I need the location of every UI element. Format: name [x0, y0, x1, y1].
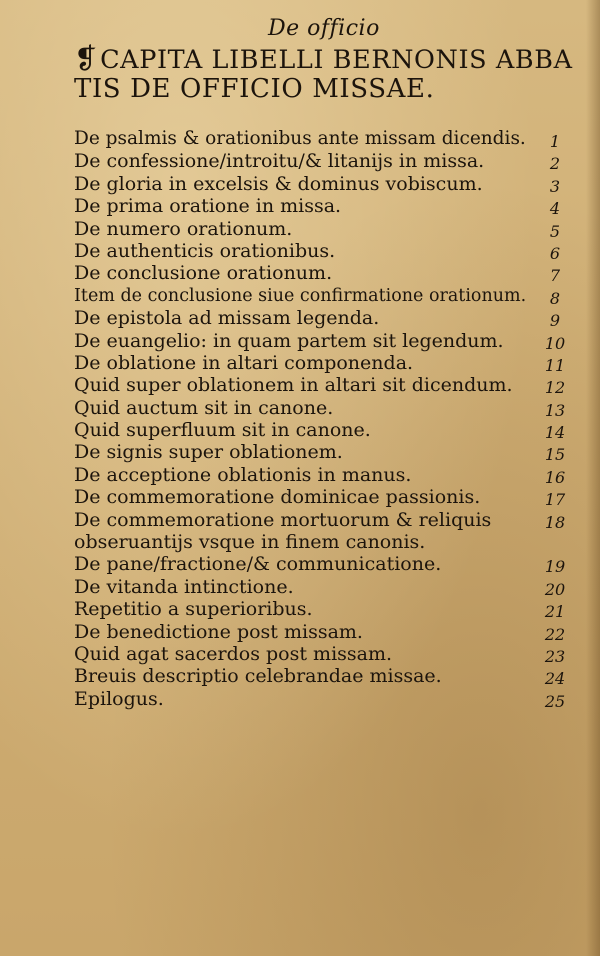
toc-entry-title: Quid agat sacerdos post missam. — [74, 642, 393, 665]
toc-entry-number: 10 — [544, 333, 566, 353]
toc-entry-number: 13 — [544, 400, 566, 420]
toc-entry-number: 20 — [544, 579, 566, 599]
toc-entry-number: 11 — [544, 355, 566, 375]
pilcrow-icon: ❡ — [74, 42, 99, 75]
toc-entry-number: 6 — [549, 243, 561, 263]
toc-entry-number: 1 — [549, 132, 561, 151]
toc-entry-number: 21 — [544, 602, 566, 622]
toc-entry-title: Quid superfluum sit in canone. — [74, 419, 371, 442]
toc-entry-number: 5 — [549, 221, 561, 241]
heading-line-1-text: CAPITA LIBELLI BERNONIS ABBA — [100, 45, 573, 75]
toc-entry-title: De psalmis & orationibus ante missam dicendis. — [74, 128, 526, 149]
heading-line-1 — [74, 44, 574, 75]
toc-entry — [74, 240, 574, 262]
toc-entry-number: 7 — [549, 266, 561, 286]
toc-entry-title: obseruantijs vsque in finem canonis. — [74, 531, 426, 554]
toc-entry-number: 9 — [549, 311, 561, 331]
running-head: De officio — [268, 16, 380, 41]
page-gutter-shadow — [586, 0, 600, 956]
toc-entry — [74, 218, 574, 240]
toc-entry — [74, 419, 574, 441]
toc-entry — [74, 352, 574, 374]
toc-entry-title: De acceptione oblationis in manus. — [74, 463, 412, 486]
toc-entry-number: 2 — [549, 154, 561, 174]
toc-entry-title: Epilogus. — [74, 687, 164, 710]
toc-entry — [74, 598, 574, 620]
toc-entry-title: De epistola ad missam legenda. — [74, 307, 380, 330]
toc-entry — [74, 665, 574, 687]
toc-entry-title: De commemoratione mortuorum & reliquis — [74, 508, 492, 531]
toc-entry — [74, 576, 574, 598]
toc-entry — [74, 128, 574, 150]
toc-entry-title: De pane/fractione/& communicatione. — [74, 553, 442, 576]
toc-entry — [74, 285, 574, 307]
toc-entry-title: Quid auctum sit in canone. — [74, 396, 334, 419]
toc-entry — [74, 150, 574, 172]
toc-entry-title: De authenticis orationibus. — [74, 239, 336, 262]
toc-entry-title: Breuis descriptio celebrandae missae. — [74, 665, 442, 688]
toc-entry-title: De signis super oblationem. — [74, 441, 343, 464]
toc-entry — [74, 643, 574, 665]
toc-entry — [74, 441, 574, 463]
toc-entry — [74, 330, 574, 352]
toc-entry-title: De euangelio: in quam partem sit legendum. — [74, 329, 504, 352]
toc-entry — [74, 688, 574, 710]
toc-entry — [74, 307, 574, 329]
toc-entry-title: De conclusione orationum. — [74, 262, 333, 285]
toc-entry-title: De confessione/introitu/& litanijs in missa. — [74, 150, 485, 173]
toc-entry — [74, 553, 574, 575]
toc-entry — [74, 195, 574, 217]
toc-entry-number: 14 — [544, 423, 566, 443]
toc-entry — [74, 621, 574, 643]
toc-entry-number: 3 — [549, 176, 561, 196]
toc-entry-number: 16 — [544, 467, 566, 487]
toc-entry-title: De commemoratione dominicae passionis. — [74, 486, 481, 509]
toc-entry-number: 8 — [549, 288, 561, 308]
toc-entry-title: Quid super oblationem in altari sit dicendum. — [74, 374, 513, 397]
toc-entry-number: 19 — [544, 557, 566, 577]
toc-entry — [74, 262, 574, 284]
toc-entry-title: Repetitio a superioribus. — [74, 598, 313, 621]
table-of-contents — [74, 128, 574, 710]
toc-entry-title: De vitanda intinctione. — [74, 575, 294, 598]
toc-entry-number: 12 — [544, 378, 566, 398]
toc-entry-number: 17 — [544, 490, 566, 510]
heading-line-2: TIS DE OFFICIO MISSAE. — [74, 74, 435, 104]
toc-entry-number: 4 — [549, 199, 561, 219]
toc-entry — [74, 464, 574, 486]
toc-entry-title: De oblatione in altari componenda. — [74, 351, 414, 374]
toc-entry-number: 25 — [544, 691, 566, 711]
toc-entry-number: 24 — [544, 669, 566, 689]
chapter-list-heading — [74, 44, 574, 104]
toc-entry-number: 22 — [544, 624, 566, 644]
toc-entry-title: De benedictione post missam. — [74, 620, 363, 643]
toc-entry — [74, 397, 574, 419]
toc-entry — [74, 173, 574, 195]
toc-entry — [74, 374, 574, 396]
toc-entry — [74, 486, 574, 508]
toc-entry-title: De numero orationum. — [74, 217, 293, 240]
toc-entry-number: 18 — [544, 512, 566, 532]
toc-entry-number: 15 — [544, 445, 566, 465]
toc-entry — [74, 509, 574, 531]
toc-entry-number: 23 — [544, 646, 566, 666]
toc-entry-title: De prima oratione in missa. — [74, 195, 342, 218]
toc-entry-title: Item de conclusione siue confirmatione orationum. — [74, 285, 527, 306]
toc-entry-title: De gloria in excelsis & dominus vobiscum. — [74, 172, 483, 195]
toc-entry — [74, 531, 574, 553]
